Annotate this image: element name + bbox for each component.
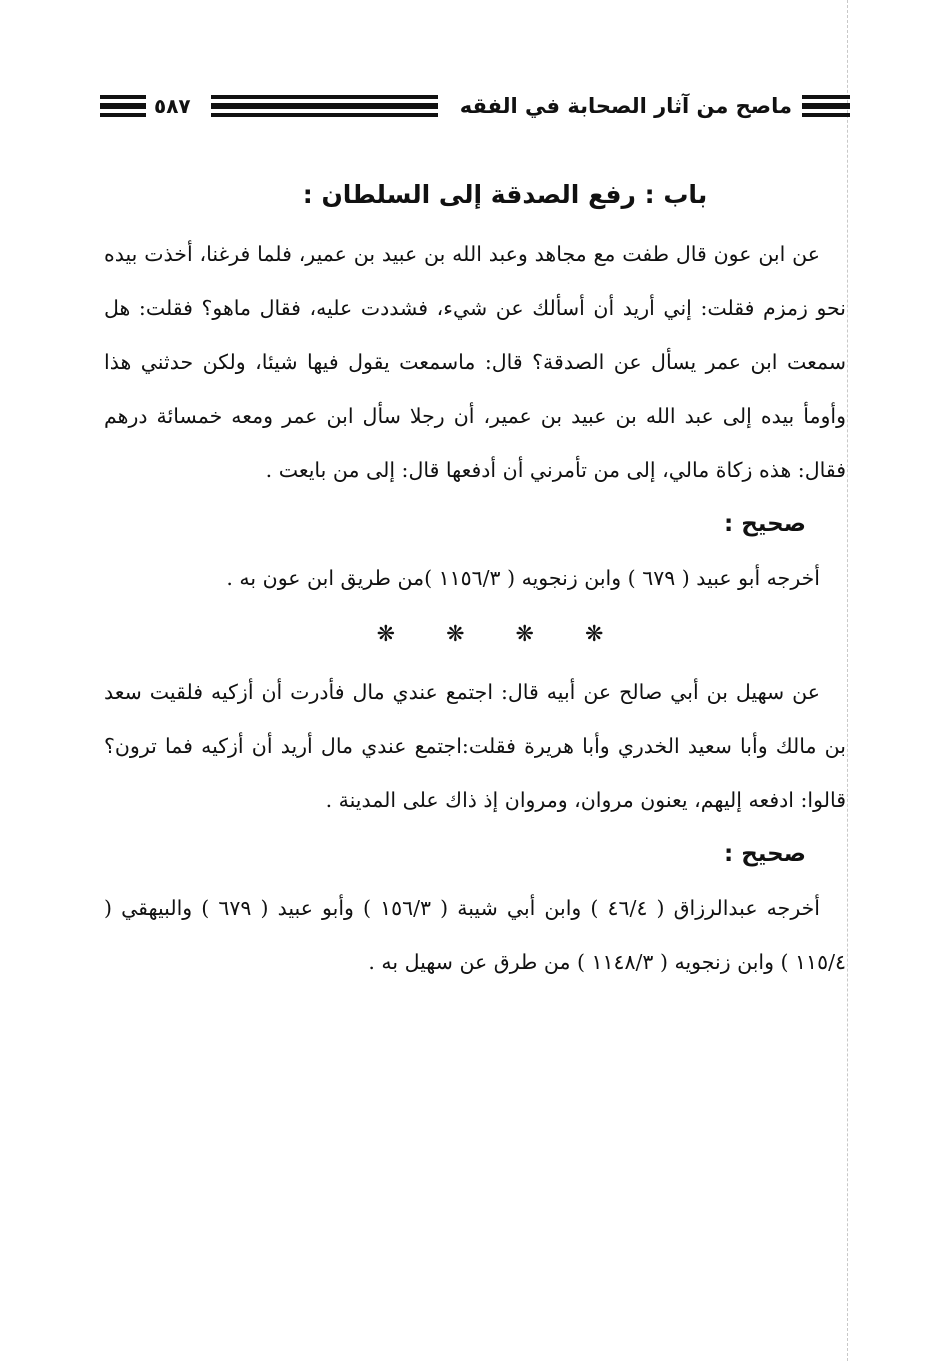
chapter-title: باب : رفع الصدقة إلى السلطان : xyxy=(302,180,708,209)
narration-text-1: عن ابن عون قال طفت مع مجاهد وعبد الله بن عبيد بن عمير، فلما فرغنا، أخذت بيده نحو زمزم فقلت: إني أريد أن أسألك عن شيء، فشددت عليه، فقال ماهو؟ فقلت: هل سمعت ابن عمر يسأل عن الصدقة؟ قال: ماسمعت يقول فيها شيئا، ولكن حدثني هذا وأومأ بيده إلى عبد الله بن عبيد بن عمير، أن رجلا سأل ابن عمر ومعه خمسائة درهم فقال: هذه زكاة مالي، إلى من تأمرني أن أدفعها قال: إلى من بايعت . xyxy=(104,242,846,482)
narration-paragraph-2 xyxy=(104,665,846,827)
grade-label-2: صحيح : xyxy=(724,841,806,867)
header-rule-right xyxy=(802,95,850,117)
separator-star-icon: ❋ xyxy=(584,622,604,647)
takhrij-text-1: أخرجه أبو عبيد ( ٦٧٩ ) وابن زنجويه ( ١١٥٦/٣ )من طريق ابن عون به . xyxy=(226,566,820,590)
header-rule-left xyxy=(100,95,146,117)
running-header xyxy=(100,86,850,126)
takhrij-text-2: أخرجه عبدالرزاق ( ٤٦/٤ ) وابن أبي شيبة ( ١٥٦/٣ ) وأبو عبيد ( ٦٧٩ ) والبيهقي ( ١١٥/٤ ) وابن زنجويه ( ١١٤٨/٣ ) من طرق عن سهيل به . xyxy=(104,896,846,974)
takhrij-paragraph-1 xyxy=(104,551,846,605)
header-title: ماصح من آثار الصحابة في الفقه xyxy=(459,94,792,118)
header-rule-middle xyxy=(211,95,438,117)
narration-text-2: عن سهيل بن أبي صالح عن أبيه قال: اجتمع عندي مال فأدرت أن أزكيه فلقيت سعد بن مالك وأبا سعيد الخدري وأبا هريرة فقلت:اجتمع عندي مال أريد أن أزكيه فما ترون؟ قالوا: ادفعه إليهم، يعنون مروان، ومروان إذ ذاك على المدينة . xyxy=(104,680,846,812)
takhrij-paragraph-2 xyxy=(104,881,846,989)
separator-star-icon: ❋ xyxy=(376,622,396,647)
narration-paragraph-1 xyxy=(104,227,846,497)
page-content xyxy=(104,180,846,989)
separator-star-icon: ❋ xyxy=(515,622,534,647)
margin-guide-line xyxy=(847,0,848,1361)
grade-label-1: صحيح : xyxy=(724,511,806,537)
separator-star-icon: ❋ xyxy=(446,622,465,647)
section-separator xyxy=(104,605,846,665)
page-number: ٥٨٧ xyxy=(154,94,191,118)
